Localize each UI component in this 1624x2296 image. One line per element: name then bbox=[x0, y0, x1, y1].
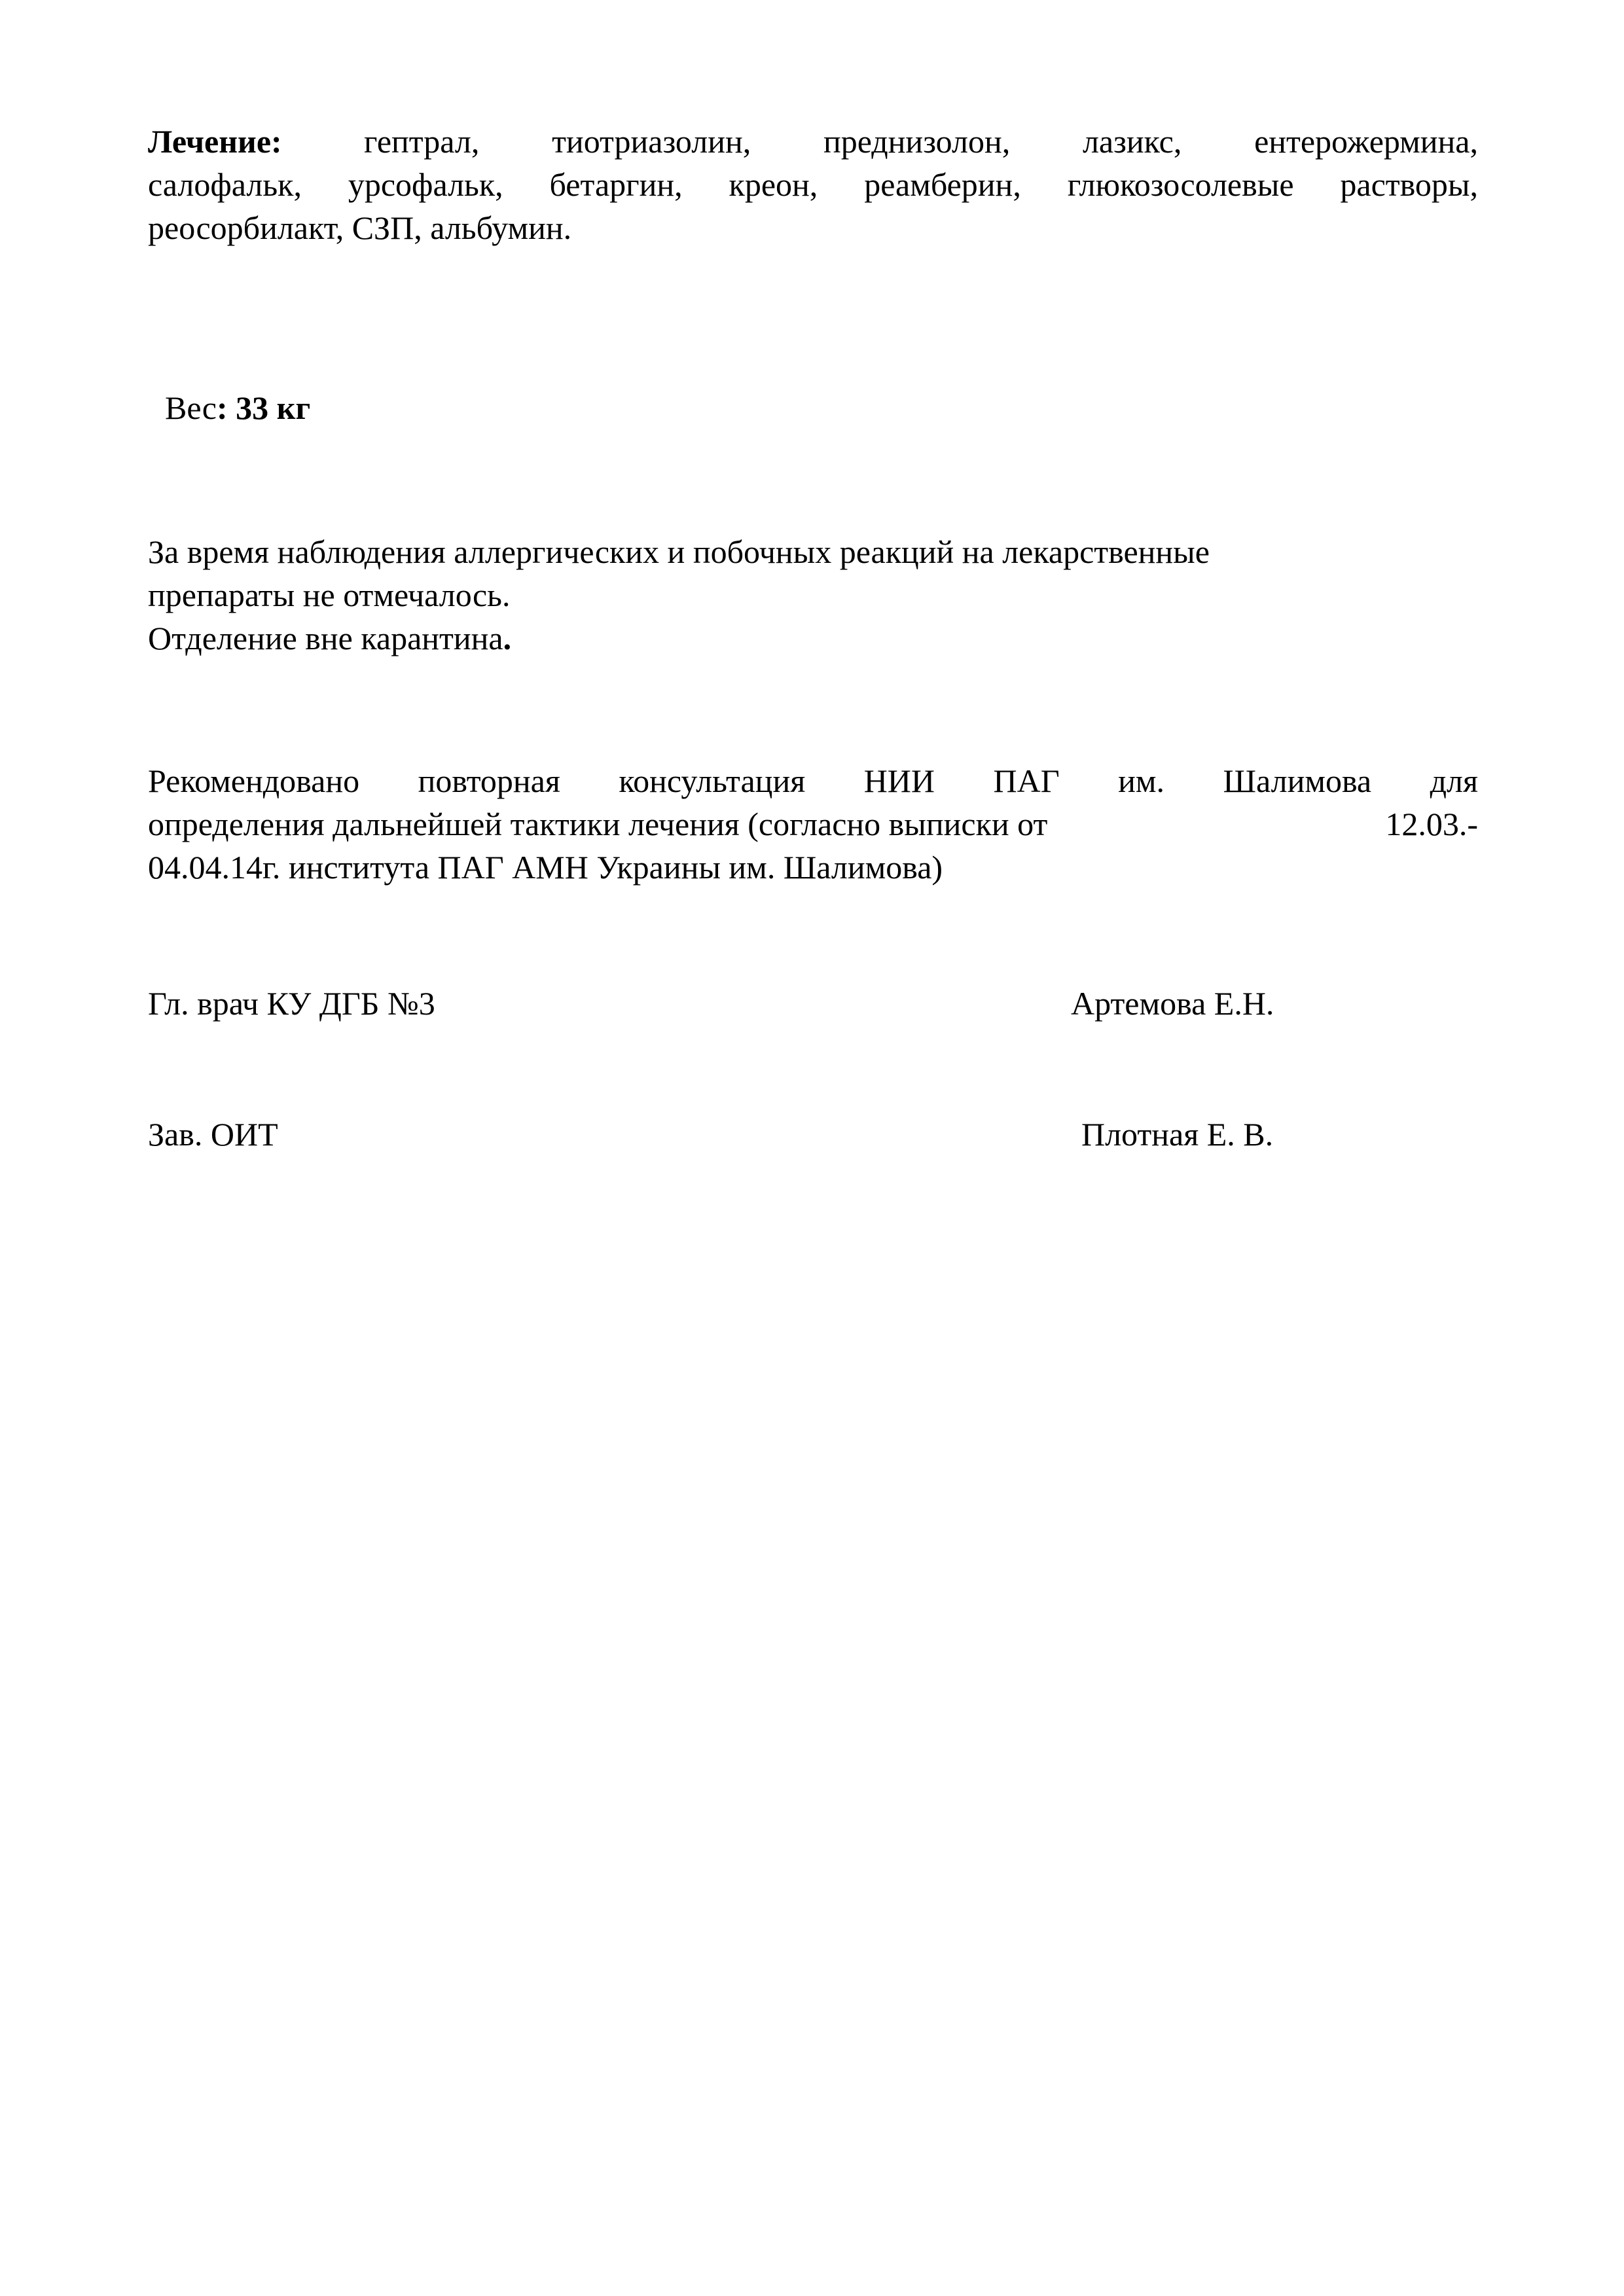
recommendation-line-2-text: определения дальнейшей тактики лечения (согласно выписки от bbox=[148, 806, 1048, 842]
recommendation-date: 12.03.- bbox=[1385, 806, 1478, 842]
allergy-paragraph bbox=[148, 530, 1478, 660]
quarantine-text: Отделение вне карантина bbox=[148, 620, 503, 656]
signature-role: Зав. ОИТ bbox=[148, 1116, 278, 1153]
treatment-text-1: гептрал, тиотриазолин, преднизолон, лазикс, ентерожермина, bbox=[364, 123, 1478, 160]
signature-chief-doctor bbox=[148, 982, 1478, 1025]
allergy-line-1: За время наблюдения аллергических и побочных реакций на лекарственные bbox=[148, 533, 1210, 570]
treatment-line-1 bbox=[148, 120, 1478, 163]
treatment-paragraph bbox=[148, 120, 1478, 249]
weight-field bbox=[165, 386, 1495, 429]
recommendation-paragraph bbox=[148, 759, 1478, 889]
recommendation-line-1: Рекомендовано повторная консультация НИИ ПАГ им. Шалимова для bbox=[148, 762, 1478, 799]
allergy-line-3 bbox=[148, 617, 1478, 660]
weight-value: : 33 кг bbox=[216, 389, 311, 426]
weight-label: Вес bbox=[165, 389, 217, 426]
signature-icu-head bbox=[148, 1113, 1478, 1156]
signature-name: Плотная Е. В. bbox=[1081, 1116, 1274, 1153]
signature-role: Гл. врач КУ ДГБ №3 bbox=[148, 985, 435, 1022]
quarantine-period: . bbox=[503, 620, 512, 656]
recommendation-line-2 bbox=[148, 802, 1478, 846]
recommendation-line-3: 04.04.14г. института ПАГ АМН Украины им. Шалимова) bbox=[148, 849, 943, 886]
treatment-line-3: реосорбилакт, СЗП, альбумин. bbox=[148, 209, 572, 246]
signature-name: Артемова Е.Н. bbox=[1071, 985, 1274, 1022]
weight-line bbox=[165, 386, 1495, 429]
treatment-label: Лечение: bbox=[148, 123, 282, 160]
allergy-line-2: препараты не отмечалось. bbox=[148, 577, 511, 613]
treatment-line-2: салофальк, урсофальк, бетаргин, креон, реамберин, глюкозосолевые растворы, bbox=[148, 166, 1478, 203]
